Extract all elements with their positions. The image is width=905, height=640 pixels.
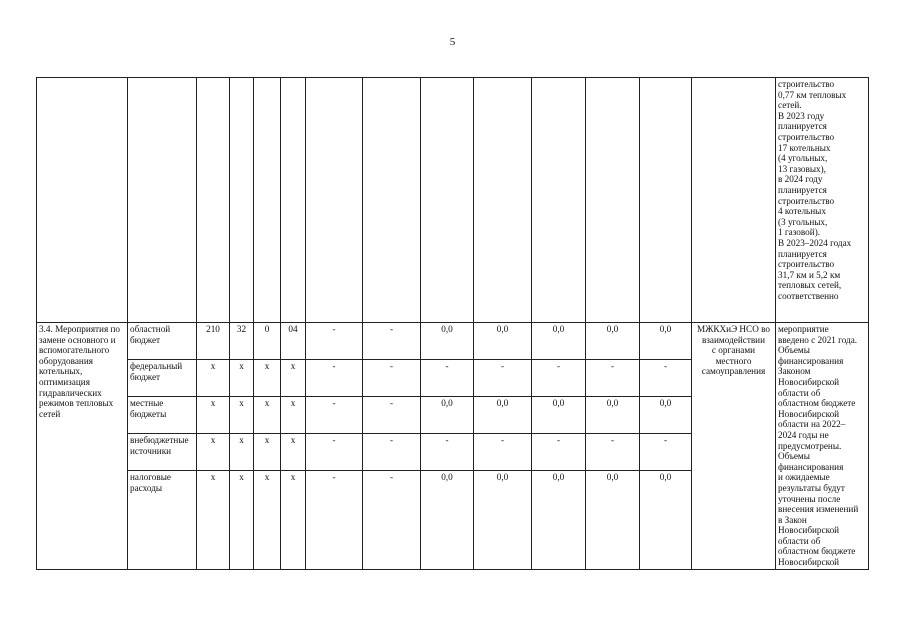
value-cell: 0,0 (474, 471, 532, 570)
source-cell: местные бюджеты (128, 397, 197, 434)
value-cell: 0,0 (586, 397, 640, 434)
value-cell: 0,0 (586, 323, 640, 360)
code-cell: х (230, 360, 254, 397)
code-cell: х (281, 434, 306, 471)
source-cell: федеральный бюджет (128, 360, 197, 397)
code-cell: х (281, 397, 306, 434)
code-cell: х (254, 397, 281, 434)
value-cell: - (306, 360, 363, 397)
executor-cell: МЖКХиЭ НСО во взаимодействии с органами местного самоуправления (692, 323, 776, 570)
value-cell: - (532, 360, 586, 397)
code-cell: х (254, 360, 281, 397)
code-cell: х (197, 360, 230, 397)
code-cell: х (197, 471, 230, 570)
value-cell: 0,0 (640, 471, 692, 570)
code-cell: 04 (281, 323, 306, 360)
value-cell: - (363, 471, 421, 570)
value-cell: - (363, 434, 421, 471)
value-cell: - (363, 397, 421, 434)
code-cell: х (230, 471, 254, 570)
code-cell: х (197, 397, 230, 434)
value-cell: - (421, 434, 474, 471)
source-cell: областной бюджет (128, 323, 197, 360)
value-cell: - (532, 434, 586, 471)
value-cell: - (306, 434, 363, 471)
value-cell: - (421, 360, 474, 397)
code-cell: 32 (230, 323, 254, 360)
value-cell: - (474, 360, 532, 397)
value-cell: 0,0 (532, 323, 586, 360)
value-cell: - (474, 434, 532, 471)
table-row (37, 323, 869, 360)
budget-table (36, 77, 869, 570)
value-cell: 0,0 (421, 471, 474, 570)
page-number: 5 (449, 36, 456, 48)
value-cell: - (306, 471, 363, 570)
source-cell: внебюджетные источники (128, 434, 197, 471)
code-cell: х (230, 397, 254, 434)
value-cell: 0,0 (532, 471, 586, 570)
value-cell: - (363, 360, 421, 397)
code-cell: 210 (197, 323, 230, 360)
code-cell: 0 (254, 323, 281, 360)
code-cell: х (230, 434, 254, 471)
value-cell: 0,0 (474, 397, 532, 434)
value-cell: 0,0 (474, 323, 532, 360)
code-cell: х (281, 471, 306, 570)
value-cell: - (640, 434, 692, 471)
value-cell: - (363, 323, 421, 360)
value-cell: 0,0 (640, 323, 692, 360)
source-cell: налоговые расходы (128, 471, 197, 570)
code-cell: х (254, 471, 281, 570)
value-cell: 0,0 (421, 397, 474, 434)
continuation-note: строительство 0,77 км тепловых сетей. В 2023 году планируется строительство 17 котельных (4 угольных, 13 газовых), в 2024 году планируется строительство 4 котельных (3 угольных, 1 газовой). В 2023–2024 годах планируется строительство 31,7 км и 5,2 км тепловых сетей, соответственно (776, 78, 869, 323)
note-cell: мероприятие введено с 2021 года. Объемы финансирования Законом Новосибирской области об областном бюджете Новосибирской области на 2022– 2024 годы не предусмотрены. Объемы финансирования и ожидаемые результаты будут уточнены после внесения изменений в Закон Новосибирской области об областном бюджете Новосибирской (776, 323, 869, 570)
value-cell: 0,0 (532, 397, 586, 434)
value-cell: - (640, 360, 692, 397)
value-cell: - (306, 397, 363, 434)
value-cell: 0,0 (421, 323, 474, 360)
measure-title: 3.4. Мероприятия по замене основного и вспомогательного оборудования котельных, оптимизация гидравлических режимов тепловых сетей (37, 323, 128, 570)
value-cell: 0,0 (640, 397, 692, 434)
code-cell: х (254, 434, 281, 471)
continuation-row (37, 78, 869, 323)
value-cell: - (306, 323, 363, 360)
code-cell: х (197, 434, 230, 471)
code-cell: х (281, 360, 306, 397)
value-cell: 0,0 (586, 471, 640, 570)
value-cell: - (586, 434, 640, 471)
value-cell: - (586, 360, 640, 397)
